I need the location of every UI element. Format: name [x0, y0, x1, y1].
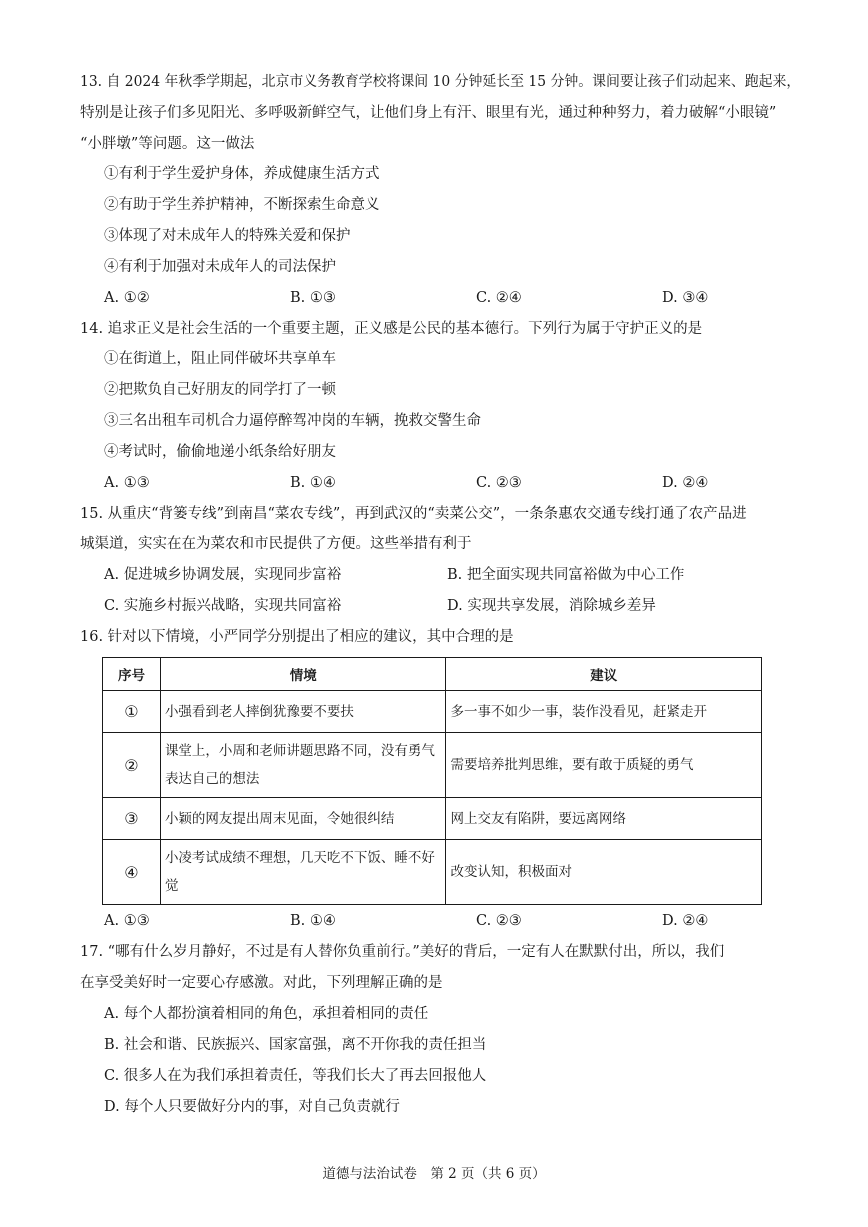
- q17-stem-line-2: 在享受美好时一定要心存感激。对此，下列理解正确的是: [80, 975, 443, 991]
- q15-option-a[interactable]: A. 促进城乡协调发展，实现同步富裕: [104, 567, 342, 583]
- q13-option-a[interactable]: A. ①②: [104, 290, 150, 306]
- q14-stem-line-1: 14. 追求正义是社会生活的一个重要主题，正义感是公民的基本德行。下列行为属于守护正义的是: [80, 321, 703, 337]
- q17-option-c[interactable]: C. 很多人在为我们承担着责任，等我们长大了再去回报他人: [104, 1068, 487, 1084]
- q15-stem-line-2: 城渠道，实实在在为菜农和市民提供了方便。这些举措有利于: [80, 536, 472, 552]
- q16-stem-line-1: 16. 针对以下情境，小严同学分别提出了相应的建议，其中合理的是: [80, 629, 514, 645]
- q14-item-2: ②把欺负自己好朋友的同学打了一顿: [104, 382, 336, 398]
- q13-stem-line-1: 13. 自 2024 年秋季学期起，北京市义务教育学校将课间 10 分钟延长至 15 分钟。课间要让孩子们动起来、跑起来，: [80, 74, 801, 90]
- table-row: [103, 798, 762, 840]
- q14-item-4: ④考试时，偷偷地递小纸条给好朋友: [104, 444, 336, 460]
- q16-option-b[interactable]: B. ①④: [290, 913, 336, 929]
- q14-option-a[interactable]: A. ①③: [104, 475, 150, 491]
- q13-option-c[interactable]: C. ②④: [476, 290, 522, 306]
- table-row: [103, 840, 762, 905]
- row-number: ①: [103, 691, 161, 733]
- table-row: [103, 691, 762, 733]
- row-situation: 小凌考试成绩不理想，几天吃不下饭、睡不好觉: [160, 840, 446, 905]
- row-number: ②: [103, 733, 161, 798]
- q17-stem-line-1: 17. “哪有什么岁月静好，不过是有人替你负重前行。”美好的背后，一定有人在默默付出，所以，我们: [80, 944, 725, 960]
- q14-item-1: ①在街道上，阻止同伴破坏共享单车: [104, 351, 336, 367]
- q13-item-2: ②有助于学生养护精神，不断探索生命意义: [104, 197, 380, 213]
- q16-option-d[interactable]: D. ②④: [662, 913, 709, 929]
- row-number: ③: [103, 798, 161, 840]
- q13-item-1: ①有利于学生爱护身体，养成健康生活方式: [104, 166, 380, 182]
- q13-option-b[interactable]: B. ①③: [290, 290, 336, 306]
- q15-stem-line-1: 15. 从重庆“背篓专线”到南昌“菜农专线”，再到武汉的“卖菜公交”，一条条惠农交通专线打通了农产品进: [80, 506, 747, 522]
- header-situation: 情境: [160, 658, 446, 691]
- q16-situation-table: [102, 657, 762, 905]
- header-advice: 建议: [446, 658, 762, 691]
- q16-option-a[interactable]: A. ①③: [104, 913, 150, 929]
- q14-option-c[interactable]: C. ②③: [476, 475, 522, 491]
- q15-option-c[interactable]: C. 实施乡村振兴战略，实现共同富裕: [104, 598, 342, 614]
- row-number: ④: [103, 840, 161, 905]
- q13-stem-line-2: 特别是让孩子们多见阳光、多呼吸新鲜空气，让他们身上有汗、眼里有光，通过种种努力，着力破解“小眼镜”: [80, 105, 777, 121]
- table-header-row: [103, 658, 762, 691]
- q14-option-b[interactable]: B. ①④: [290, 475, 336, 491]
- q13-item-3: ③体现了对未成年人的特殊关爱和保护: [104, 228, 351, 244]
- q13-stem-line-3: “小胖墩”等问题。这一做法: [80, 136, 255, 152]
- q15-option-b[interactable]: B. 把全面实现共同富裕做为中心工作: [447, 567, 685, 583]
- q14-item-3: ③三名出租车司机合力逼停醉驾冲岗的车辆，挽救交警生命: [104, 413, 481, 429]
- table-row: [103, 733, 762, 798]
- row-situation: 课堂上，小周和老师讲题思路不同，没有勇气表达自己的想法: [160, 733, 446, 798]
- q14-option-d[interactable]: D. ②④: [662, 475, 709, 491]
- q13-item-4: ④有利于加强对未成年人的司法保护: [104, 259, 336, 275]
- q17-option-a[interactable]: A. 每个人都扮演着相同的角色，承担着相同的责任: [104, 1006, 429, 1022]
- q16-option-c[interactable]: C. ②③: [476, 913, 522, 929]
- page-footer: 道德与法治试卷 第 2 页（共 6 页）: [322, 1166, 546, 1182]
- q13-option-d[interactable]: D. ③④: [662, 290, 709, 306]
- row-advice: 需要培养批判思维，要有敢于质疑的勇气: [446, 733, 762, 798]
- q15-option-d[interactable]: D. 实现共享发展，消除城乡差异: [447, 598, 656, 614]
- row-advice: 网上交友有陷阱，要远离网络: [446, 798, 762, 840]
- row-situation: 小颖的网友提出周末见面，令她很纠结: [160, 798, 446, 840]
- row-situation: 小强看到老人摔倒犹豫要不要扶: [160, 691, 446, 733]
- header-number: 序号: [103, 658, 161, 691]
- row-advice: 改变认知，积极面对: [446, 840, 762, 905]
- q17-option-b[interactable]: B. 社会和谐、民族振兴、国家富强，离不开你我的责任担当: [104, 1037, 487, 1053]
- q17-option-d[interactable]: D. 每个人只要做好分内的事，对自己负责就行: [104, 1099, 400, 1115]
- row-advice: 多一事不如少一事，装作没看见，赶紧走开: [446, 691, 762, 733]
